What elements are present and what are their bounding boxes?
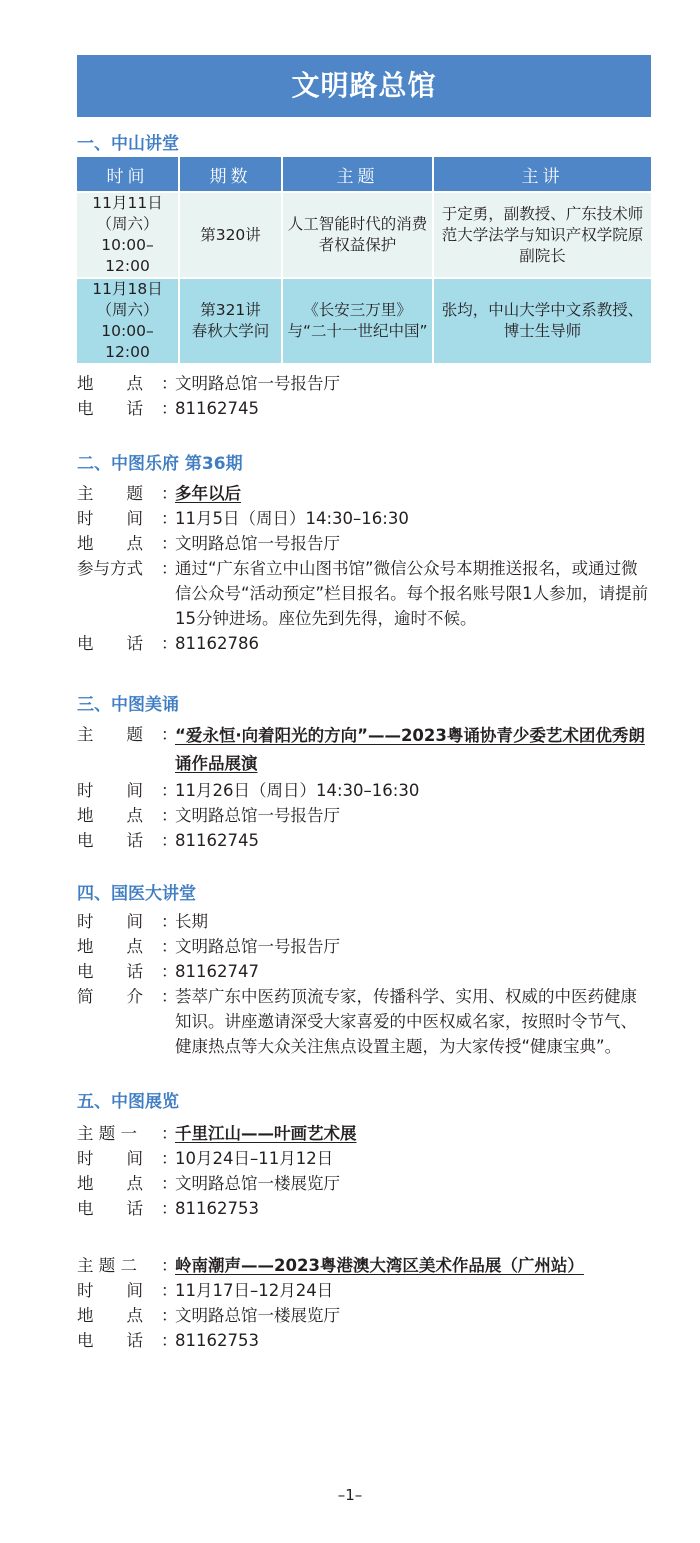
- topic-cell: 《长安三万里》与“二十一世纪中国”: [283, 277, 432, 363]
- field-value: 文明路总馆一楼展览厅: [175, 1174, 340, 1193]
- topic-value: 多年以后: [175, 484, 241, 503]
- field-value: 11月26日（周日）14:30–16:30: [175, 781, 420, 800]
- field-value: 文明路总馆一楼展览厅: [175, 1306, 340, 1325]
- issue-text: 第320讲: [200, 225, 261, 244]
- weekday-text: （周六）: [96, 215, 159, 233]
- field-label: 电 话: [77, 1199, 143, 1218]
- field-label: 地 点: [77, 374, 143, 393]
- speaker-cell: 于定勇，副教授、广东技术师范大学法学与知识产权学院原副院长: [434, 191, 651, 277]
- field-label: 地 点: [77, 937, 143, 956]
- field-value: 10月24日–11月12日: [175, 1149, 334, 1168]
- field-value: 11月17日–12月24日: [175, 1281, 334, 1300]
- issue-text: 第321讲: [200, 301, 261, 319]
- field-value: 81162786: [175, 634, 259, 653]
- section-title-exhibition: 五、中图展览: [77, 1092, 179, 1112]
- info-row-place: 地 点 ： 文明路总馆一楼展览厅: [77, 1171, 651, 1196]
- info-row-place: 地 点 ： 文明路总馆一号报告厅: [77, 934, 651, 959]
- date-text: 11月18日: [92, 280, 163, 298]
- field-value: 11月5日（周日）14:30–16:30: [175, 509, 409, 528]
- info-row-topic: 主 题 一 ： 千里江山——叶画艺术展: [77, 1121, 651, 1146]
- field-label: 时 间: [77, 912, 143, 931]
- field-value: 81162753: [175, 1199, 259, 1218]
- weekday-text: （周六）: [96, 301, 159, 319]
- info-row-join: 参与方式 ： 通过“广东省立中山图书馆”微信公众号本期推送报名，或通过微信公众号“活动预定”栏目报名。每个报名账号限1人参加，请提前15分钟进场。座位先到先得，逾时不候。: [77, 556, 651, 631]
- field-label: 时 间: [77, 1149, 143, 1168]
- field-value: 文明路总馆一号报告厅: [175, 374, 340, 393]
- issue-subtitle: 春秋大学问: [191, 322, 270, 340]
- field-label: 地 点: [77, 1306, 143, 1325]
- field-label: 电 话: [77, 1331, 143, 1350]
- time-text: 10:00–12:00: [101, 236, 154, 275]
- time-cell: [77, 277, 178, 363]
- time-cell: [77, 191, 178, 277]
- time-text: 10:00–12:00: [101, 322, 154, 361]
- field-label: 地 点: [77, 534, 143, 553]
- field-label: 主 题: [77, 725, 143, 744]
- info-row-time: 时 间 ： 11月17日–12月24日: [77, 1278, 651, 1303]
- topic-value: “爱永恒·向着阳光的方向”——2023粤诵协青少委艺术团优秀朗诵作品展演: [175, 726, 645, 773]
- field-label: 地 点: [77, 806, 143, 825]
- info-row-phone: 电 话 ： 81162747: [77, 959, 651, 984]
- field-label: 时 间: [77, 1281, 143, 1300]
- info-row-phone: 电 话 ： 81162753: [77, 1328, 651, 1353]
- section-title-recital: 三、中图美诵: [77, 695, 179, 715]
- lecture-table: [75, 157, 653, 363]
- table-header: 期数: [180, 157, 281, 191]
- field-value: 81162747: [175, 962, 259, 981]
- field-label: 时 间: [77, 781, 143, 800]
- field-label: 主 题 一: [77, 1124, 137, 1143]
- field-value: 荟萃广东中医药顶流专家，传播科学、实用、权威的中医药健康知识。讲座邀请深受大家喜爱的中医权威名家，按照时令节气、健康热点等大众关注焦点设置主题，为大家传授“健康宝典”。: [175, 987, 637, 1056]
- field-value: 文明路总馆一号报告厅: [175, 534, 340, 553]
- field-label: 简 介: [77, 987, 143, 1006]
- field-label: 电 话: [77, 399, 143, 418]
- date-text: 11月11日: [92, 194, 163, 212]
- info-row-intro: 简 介 ： 荟萃广东中医药顶流专家，传播科学、实用、权威的中医药健康知识。讲座邀请深受大家喜爱的中医权威名家，按照时令节气、健康热点等大众关注焦点设置主题，为大家传授“健康宝典”。: [77, 984, 651, 1059]
- field-label: 时 间: [77, 509, 143, 528]
- info-row-phone: 电 话 ： 81162786: [77, 631, 651, 656]
- table-header: 时间: [77, 157, 178, 191]
- info-row-time: 时 间 ： 长期: [77, 909, 651, 934]
- info-row-place: 地 点 ： 文明路总馆一号报告厅: [77, 371, 651, 396]
- info-row-topic: 主 题 ： “爱永恒·向着阳光的方向”——2023粤诵协青少委艺术团优秀朗诵作品展演: [77, 722, 651, 778]
- issue-cell: [180, 277, 281, 363]
- field-label: 主 题 二: [77, 1256, 137, 1275]
- info-row-topic: 主 题 ： 多年以后: [77, 481, 651, 506]
- info-row-phone: 电 话 ： 81162745: [77, 828, 651, 853]
- section-title-lecture: 一、中山讲堂: [77, 134, 179, 154]
- topic-value: 千里江山——叶画艺术展: [175, 1124, 357, 1143]
- field-value: 文明路总馆一号报告厅: [175, 806, 340, 825]
- info-row-topic: 主 题 二 ： 岭南潮声——2023粤港澳大湾区美术作品展（广州站）: [77, 1253, 651, 1278]
- table-header: 主题: [283, 157, 432, 191]
- page-content: [77, 55, 651, 1353]
- info-row-time: 时 间 ： 10月24日–11月12日: [77, 1146, 651, 1171]
- field-label: 主 题: [77, 484, 143, 503]
- section-title-music: 二、中图乐府 第36期: [77, 454, 243, 474]
- info-row-time: 时 间 ： 11月5日（周日）14:30–16:30: [77, 506, 651, 531]
- field-label: 参与方式: [77, 559, 143, 578]
- field-value: 文明路总馆一号报告厅: [175, 937, 340, 956]
- field-value: 81162753: [175, 1331, 259, 1350]
- page-number: –1–: [337, 1486, 363, 1504]
- issue-cell: [180, 191, 281, 277]
- field-label: 电 话: [77, 634, 143, 653]
- field-label: 电 话: [77, 831, 143, 850]
- info-row-place: 地 点 ： 文明路总馆一楼展览厅: [77, 1303, 651, 1328]
- info-row-phone: 电 话 ： 81162753: [77, 1196, 651, 1221]
- table-row: [77, 191, 651, 277]
- field-value: 通过“广东省立中山图书馆”微信公众号本期推送报名，或通过微信公众号“活动预定”栏目报名。每个报名账号限1人参加，请提前15分钟进场。座位先到先得，逾时不候。: [175, 559, 649, 628]
- field-value: 81162745: [175, 399, 259, 418]
- table-header: 主讲: [434, 157, 651, 191]
- field-label: 地 点: [77, 1174, 143, 1193]
- section-title-medicine: 四、国医大讲堂: [77, 884, 196, 904]
- field-value: 81162745: [175, 831, 259, 850]
- page-title: 文明路总馆: [77, 55, 651, 117]
- field-value: 长期: [175, 912, 208, 931]
- info-row-place: 地 点 ： 文明路总馆一号报告厅: [77, 531, 651, 556]
- info-row-phone: 电 话 ： 81162745: [77, 396, 651, 421]
- field-label: 电 话: [77, 962, 143, 981]
- speaker-cell: 张均，中山大学中文系教授、博士生导师: [434, 277, 651, 363]
- table-row: [77, 277, 651, 363]
- topic-cell: 人工智能时代的消费者权益保护: [283, 191, 432, 277]
- info-row-place: 地 点 ： 文明路总馆一号报告厅: [77, 803, 651, 828]
- topic-value: 岭南潮声——2023粤港澳大湾区美术作品展（广州站）: [175, 1256, 584, 1275]
- info-row-time: 时 间 ： 11月26日（周日）14:30–16:30: [77, 778, 651, 803]
